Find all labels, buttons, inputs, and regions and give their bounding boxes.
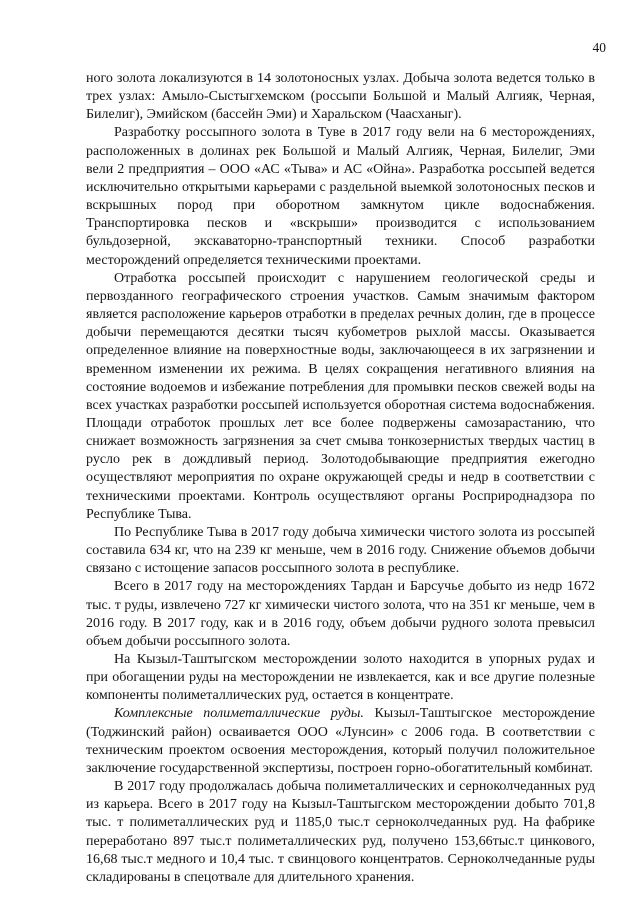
paragraph-italic-lead: Комплексные полиметаллические руды. (114, 706, 364, 722)
paragraph-complex-ores-text: Кызыл-Таштыгское месторождение (Тоджинский район) осваивается ООО «Лунсин» с 2006 года. В соответствии с техническим проектом освоения месторождения, который получил положительное заключение государственной экспертизы, построен горно-обогатительный комбинат. (86, 706, 595, 776)
text-body (86, 70, 595, 887)
paragraph-kyzyl-tashtyg-gold: На Кызыл-Таштыгском месторождении золото находится в упорных рудах и при обогащении руды на месторождении не извлекается, как и все другие полезные компоненты полиметаллических руд, остается в концентрате. (86, 652, 595, 704)
paragraph-complex-ores (86, 705, 595, 778)
paragraph-ore-gold-output: Всего в 2017 году на месторождениях Тардан и Барсучье добыто из недр 1672 тыс. т руды, извлечено 727 кг химически чистого золота, что на 351 кг меньше, чем в 2016 году. В 2017 году, как и в 2016 году, объем добычи рудного золота превысил объем добычи россыпного золота. (86, 579, 595, 649)
paragraph-polymetallic-production: В 2017 году продолжалась добыча полиметаллических и серноколчеданных руд из карьера. Всего в 2017 году на Кызыл-Таштыгском месторождении добыто 701,8 тыс. т полиметаллических руд и 1185,0 тыс.т серноколчеданных руд. На фабрике переработано 897 тыс.т полиметаллических руд, получено 153,66тыс.т цинкового, 16,68 тыс.т медного и 10,4 тыс. т свинцового концентратов. Серноколчеданные руды складированы в спецотвале для длительного хранения. (86, 779, 595, 885)
paragraph-placer-output: По Республике Тыва в 2017 году добыча химически чистого золота из россыпей составила 634 кг, что на 239 кг меньше, чем в 2016 году. Снижение объемов добычи связано с истощение запасов россыпного золота в республике. (86, 524, 595, 577)
paragraph-placer-mining-2017: Разработку россыпного золота в Туве в 2017 году вели на 6 месторождениях, расположенных в долинах рек Большой и Малый Алгияк, Черная, Билелиг, Эми вели 2 предприятия – ООО «АС «Тыва» и АС «Ойна». Разработка россыпей ведется исключительно открытыми карьерами с раздельной выемкой золотоносных песков и вскрышных пород при оборотном замкнутом цикле водоснабжения. Транспортировка песков и «вскрыши» производится с использованием бульдозерной, экскаваторно-транспортный техники. Способ разработки месторождений определяется техническими проектами. (86, 125, 595, 268)
paragraph-gold-nodes: ного золота локализуются в 14 золотоносных узлах. Добыча золота ведется только в трех узлах: Амыло-Сыстыгхемском (россыпи Большой и Малый Алгияк, Черная, Билелиг), Эмийском (бассейн Эми) и Харальском (Чаасханыг). (86, 71, 595, 123)
paragraph-environmental-impact: Отработка россыпей происходит с нарушением геологической среды и первозданного географического строения участков. Самым значимым фактором является расположение карьеров отработки в пределах речных долин, где в процессе добычи перемещаются десятки тысяч кубометров рыхлой массы. Оказывается определенное влияние на поверхностные воды, заключающееся в их загрязнении и временном изменении их режима. В целях сокращения негативного влияния на состояние водоемов и избежание потребления для промывки песков свежей воды на всех участках разработки россыпей используется оборотная система водоснабжения. Площади отработок прошлых лет все более подвержены самозарастанию, что снижает возможность загрязнения за счет смыва тонкозернистых твердых частиц в русло рек в дождливый период. Золотодобывающие предприятия ежегодно осуществляют мероприятия по охране окружающей среды и недр в соответствии с техническими проектами. Контроль осуществляют органы Росприроднадзора по Республике Тыва. (86, 270, 595, 522)
page-number: 40 (592, 40, 606, 55)
